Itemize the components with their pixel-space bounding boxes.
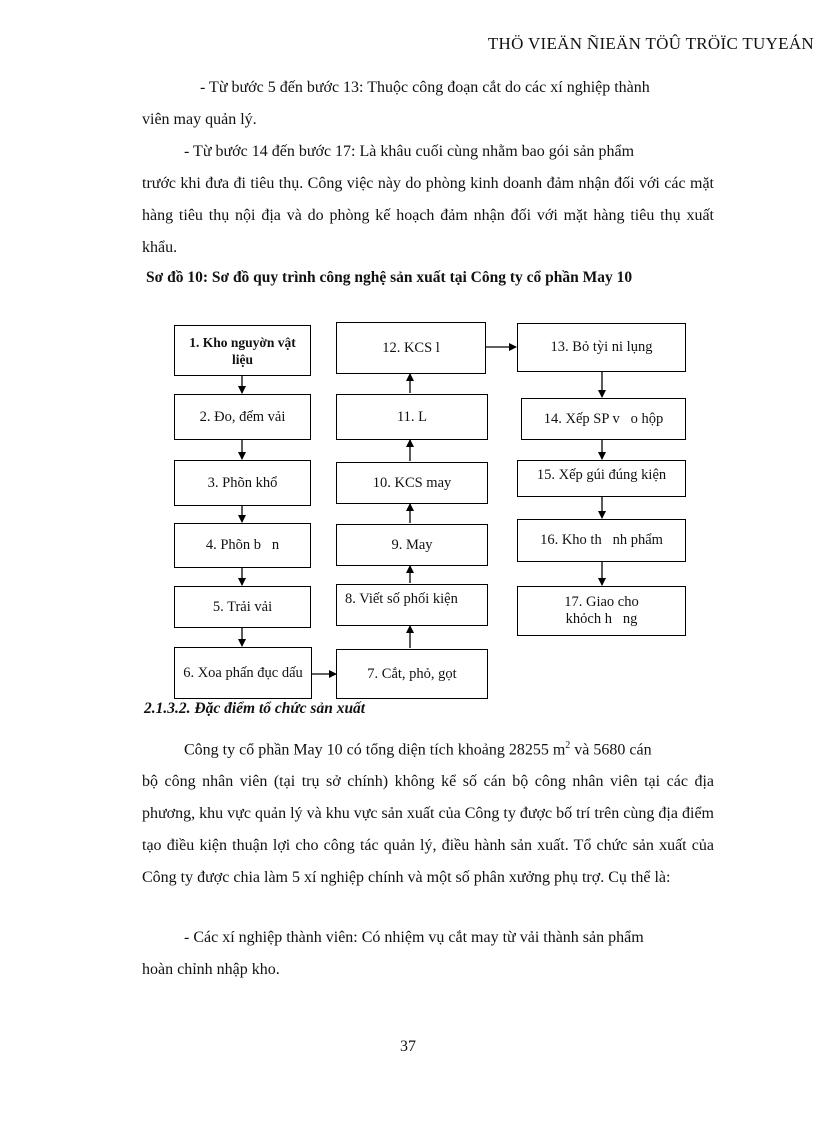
- step-4-label: 4. Phõn b n: [205, 537, 280, 553]
- page-number: 37: [400, 1038, 416, 1055]
- step-5-label: 5. Trải vải: [212, 598, 273, 615]
- paragraph-line: - Các xí nghiệp thành viên: Có nhiệm vụ cắt may từ vải thành sản phẩm: [184, 929, 644, 946]
- paragraph-text: bộ công nhân viên (tại trụ sở chính) không kể số cán bộ công nhân viên tại các địa phương, khu vực quản lý và khu vực sản xuất của Công ty được bố trí trên cùng địa điểm tạo điều kiện thuận lợi cho công tác quản lý, điều hành sản xuất. Tổ chức sản xuất của Công ty được chia làm 5 xí nghiệp chính và một số phân xưởng phụ trợ. Cụ thể là:: [142, 773, 714, 887]
- paragraph-line: - Từ bước 5 đến bước 13: Thuộc công đoạn cắt do các xí nghiệp thành: [200, 79, 650, 96]
- step-4-box: [174, 523, 311, 568]
- step-16-box: [517, 519, 686, 562]
- step-13-box: [517, 323, 686, 372]
- step-3-box: [174, 460, 311, 506]
- superscript: 2: [565, 740, 571, 751]
- step-5-box: [174, 586, 311, 628]
- step-9-label: 9. May: [391, 536, 433, 553]
- paragraph-member-enterprises: [142, 922, 714, 986]
- step-11-box: [336, 394, 488, 440]
- step-1-label: 1. Kho nguyờn vật liệu: [189, 334, 296, 367]
- paragraph-text: trước khi đưa đi tiêu thụ. Công việc này do phòng kinh doanh đảm nhận đối với các mặt hàng tiêu thụ nội địa và do phòng kế hoạch đảm nhận đối với mặt hàng tiêu thụ xuất khẩu.: [142, 175, 714, 256]
- paragraph-line: viên may quản lý.: [142, 111, 257, 128]
- step-14-box: [521, 398, 686, 440]
- step-12-box: [336, 322, 486, 374]
- step-7-box: [336, 649, 488, 699]
- step-17-label: 17. Giao cho khỏch h ng: [564, 594, 643, 627]
- step-3-label: 3. Phõn khổ: [207, 474, 278, 491]
- step-14-label: 14. Xếp SP v o hộp: [543, 410, 664, 427]
- step-11-label: 11. L: [396, 408, 428, 425]
- diagram-caption: Sơ đồ 10: Sơ đồ quy trình công nghệ sản xuất tại Công ty cổ phần May 10: [146, 269, 633, 286]
- text-run: Công ty cổ phần May 10 có tổng diện tích khoảng 28255 m: [184, 741, 566, 759]
- section-heading: 2.1.3.2. Đặc điểm tổ chức sản xuất: [144, 700, 366, 717]
- step-2-label: 2. Đo, đếm vải: [199, 408, 286, 425]
- paragraph-line: [142, 730, 714, 766]
- paragraph-line: hoàn chỉnh nhập kho.: [142, 961, 280, 978]
- step-2-box: [174, 394, 311, 440]
- step-10-label: 10. KCS may: [372, 474, 452, 491]
- step-16-label: 16. Kho th nh phẩm: [540, 532, 663, 548]
- step-15-label: 15. Xếp gúi đúng kiện: [536, 467, 667, 483]
- page-header: THÖ VIEÄN ÑIEÄN TÖÛ TRÖÏC TUYEÁN: [487, 34, 814, 53]
- step-1-box: [174, 325, 311, 376]
- step-13-label: 13. Bỏ tỳi ni lụng: [550, 339, 653, 355]
- paragraph-organization: [142, 730, 714, 894]
- step-6-box: [174, 647, 312, 699]
- paragraph-line: - Từ bước 14 đến bước 17: Là khâu cuối cùng nhằm bao gói sản phẩm: [184, 143, 635, 160]
- step-8-label: 8. Viết số phối kiện: [345, 591, 458, 607]
- step-8-box: [336, 584, 488, 626]
- step-10-box: [336, 462, 488, 504]
- text-run: và 5680 cán: [570, 741, 652, 759]
- step-9-box: [336, 524, 488, 566]
- step-6-label: 6. Xoa phấn đục dấu: [183, 664, 303, 681]
- step-12-label: 12. KCS l: [382, 339, 440, 356]
- step-7-label: 7. Cắt, phỏ, gọt: [367, 665, 457, 682]
- step-15-box: [517, 460, 686, 497]
- step-17-box: [517, 586, 686, 636]
